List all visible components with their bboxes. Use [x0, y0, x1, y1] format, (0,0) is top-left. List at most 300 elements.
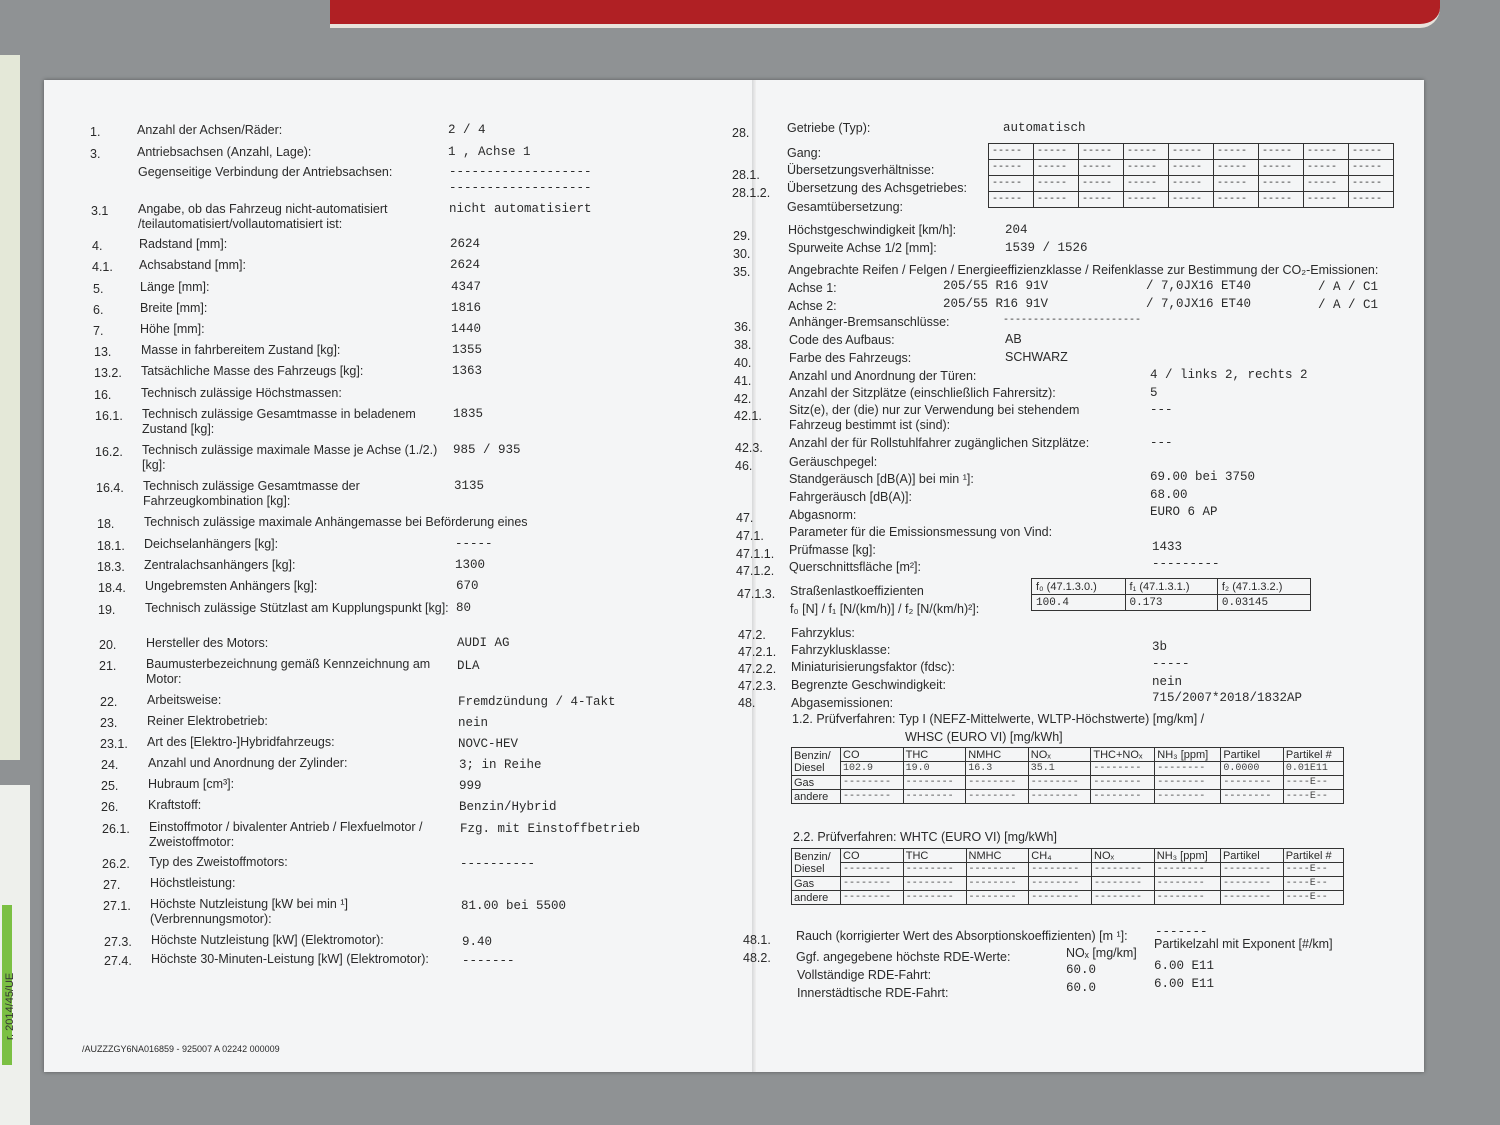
emission-value: ----E--: [1283, 863, 1343, 877]
row-label: Prüfmasse [kg]:: [789, 543, 876, 557]
row-number: 48.1.: [743, 933, 771, 947]
row-number: 6.: [93, 303, 104, 317]
row-label: Höchste 30-Minuten-Leistung [kW] (Elektromotor):: [151, 952, 429, 966]
gear-cell: -----: [1214, 160, 1259, 176]
row-number: 18.: [97, 517, 115, 531]
gear-cell: -----: [1169, 160, 1214, 176]
row-number: 4.1.: [92, 260, 113, 274]
emission-value: --------: [1155, 776, 1221, 790]
gear-cell: -----: [1349, 144, 1394, 160]
row-value: nein: [458, 716, 489, 730]
row-label: f₀ [N] / f₁ [N/(km/h)] / f₂ [N/(km/h)²]:: [790, 602, 980, 616]
emission-header: Partikel #: [1283, 748, 1343, 762]
rde-header: Partikelzahl mit Exponent [#/km]: [1154, 937, 1333, 951]
emission-value: --------: [1092, 863, 1155, 877]
row-value: 3135: [454, 479, 485, 493]
test-procedure-title: 1.2. Prüfverfahren: Typ I (NEFZ-Mittelwerte, WLTP-Höchstwerte) [mg/km] /: [792, 712, 1205, 726]
row-number: 16.4.: [96, 481, 124, 495]
tyre-value: 205/55 R16 91V: [943, 279, 1049, 293]
row-label: Gang:: [787, 146, 822, 160]
gear-cell: -----: [1214, 192, 1259, 208]
gear-cell: -----: [1214, 144, 1259, 160]
row-label: Tatsächliche Masse des Fahrzeugs [kg]:: [141, 364, 364, 378]
rde-value: 6.00 E11: [1154, 959, 1215, 973]
emission-value: --------: [903, 863, 966, 877]
row-value: automatisch: [1003, 121, 1086, 135]
row-value: DLA: [457, 659, 480, 673]
row-number: 24.: [101, 758, 119, 772]
gear-cell: -----: [1259, 176, 1304, 192]
row-value: 4347: [451, 280, 482, 294]
emission-header: NH₃ [ppm]: [1155, 748, 1221, 762]
background-red-folder: [330, 0, 1440, 28]
row-label: Rauch (korrigierter Wert des Absorptionskoeffizienten) [m ¹]:: [796, 929, 1128, 943]
row-number: 47.1.2.: [736, 564, 775, 578]
row-number: 41.: [734, 374, 752, 388]
road-header: f₀ (47.1.3.0.): [1032, 579, 1126, 595]
row-label: Gesamtübersetzung:: [787, 200, 904, 214]
gear-cell: -----: [1304, 176, 1349, 192]
row-number: 38.: [734, 338, 752, 352]
gear-cell: -----: [1259, 160, 1304, 176]
fuel-label: Gas: [792, 877, 841, 891]
row-label: Baumusterbezeichnung gemäß Kennzeichnung am Motor:: [146, 657, 431, 686]
test-procedure-title: 2.2. Prüfverfahren: WHTC (EURO VI) [mg/kWh]: [793, 830, 1057, 844]
row-label: Fahrzyklus:: [791, 626, 855, 640]
row-label: Miniaturisierungsfaktor (fdsc):: [791, 660, 955, 674]
emission-value: --------: [1092, 877, 1155, 891]
row-label: Technisch zulässige Gesamtmasse in beladenem Zustand [kg]:: [142, 407, 416, 436]
row-value: 1300: [455, 558, 486, 572]
row-value: 715/2007*2018/1832AP: [1152, 691, 1303, 705]
row-number: 3.1: [91, 204, 109, 218]
emission-value: --------: [1220, 863, 1283, 877]
row-value: 1440: [451, 322, 482, 336]
tyre-class: / A / C1: [1318, 280, 1379, 294]
emission-value: --------: [903, 790, 966, 804]
row-value: -------------------: [449, 181, 592, 195]
fuel-label: andere: [792, 790, 841, 804]
gear-cell: -----: [1079, 192, 1124, 208]
emission-header: NMHC: [966, 748, 1029, 762]
gear-cell: -----: [1124, 160, 1169, 176]
row-number: 27.: [103, 878, 121, 892]
row-number: 47.1.1.: [736, 547, 775, 561]
row-label: Anzahl und Anordnung der Türen:: [789, 369, 977, 383]
row-label: Anzahl der Sitzplätze (einschließlich Fahrersitz):: [789, 386, 1056, 400]
row-number: 47.1.3.: [737, 587, 776, 601]
row-value: Fzg. mit Einstoffbetrieb: [460, 822, 641, 836]
emission-value: --------: [1154, 863, 1220, 877]
row-value: 1 , Achse 1: [448, 145, 531, 159]
row-label: Übersetzungsverhältnisse:: [787, 163, 935, 177]
row-label: Deichselanhängers [kg]:: [144, 537, 279, 551]
row-label: Höchstgeschwindigkeit [km/h]:: [788, 223, 957, 237]
row-number: 20.: [99, 638, 117, 652]
row-value: 2624: [450, 237, 481, 251]
row-number: 47.: [736, 511, 754, 525]
row-number: 4.: [92, 239, 103, 253]
row-label: Code des Aufbaus:: [789, 333, 895, 347]
emission-value: --------: [966, 877, 1029, 891]
row-label: Achsabstand [mm]:: [139, 258, 246, 272]
row-value: 2 / 4: [448, 123, 486, 137]
gear-cell: -----: [1259, 144, 1304, 160]
fuel-label: Benzin/ Diesel: [792, 849, 841, 877]
gear-cell: -----: [1214, 176, 1259, 192]
row-label: Querschnittsfläche [m²]:: [789, 560, 921, 574]
row-label: Technisch zulässige Höchstmassen:: [141, 386, 342, 400]
row-value: 204: [1005, 223, 1028, 237]
row-number: 13.: [94, 345, 112, 359]
row-value: -----------------------: [1003, 315, 1142, 326]
row-label: Angebrachte Reifen / Felgen / Energieeffizienzklasse / Reifenklasse zur Bestimmung der CO₂-Emissionen:: [788, 263, 1379, 277]
row-label: Typ des Zweistoffmotors:: [149, 855, 288, 869]
row-value: SCHWARZ: [1005, 350, 1068, 364]
row-number: 47.1.: [736, 529, 764, 543]
fuel-label: andere: [792, 891, 841, 905]
emission-header: CH₄: [1029, 849, 1092, 863]
row-value: 2624: [450, 258, 481, 272]
row-number: 42.3.: [735, 441, 763, 455]
gear-cell: -----: [1349, 176, 1394, 192]
row-label: Länge [mm]:: [140, 280, 210, 294]
emission-value: 0.0000: [1221, 762, 1284, 776]
rde-header: NOₓ [mg/km]: [1066, 946, 1137, 960]
emission-value: --------: [1221, 776, 1284, 790]
emission-value: --------: [841, 776, 904, 790]
row-number: 40.: [734, 356, 752, 370]
row-number: 35.: [733, 265, 751, 279]
emission-value: --------: [1091, 790, 1155, 804]
gear-cell: -----: [1034, 160, 1079, 176]
row-label: Anzahl der Achsen/Räder:: [137, 123, 283, 137]
row-value: 1816: [451, 301, 482, 315]
row-label: Arbeitsweise:: [147, 693, 222, 707]
row-number: 26.: [101, 800, 119, 814]
row-value: AB: [1005, 332, 1022, 346]
emission-value: --------: [841, 863, 904, 877]
row-number: 26.1.: [102, 822, 130, 836]
emission-value: 19.0: [903, 762, 966, 776]
gear-cell: -----: [1169, 192, 1214, 208]
emission-value: ----E--: [1283, 790, 1343, 804]
row-value: NOVC-HEV: [458, 737, 519, 751]
row-label: Ungebremsten Anhängers [kg]:: [145, 579, 318, 593]
emission-value: --------: [841, 877, 904, 891]
row-number: 18.1.: [97, 539, 125, 553]
row-label: Zentralachsanhängers [kg]:: [144, 558, 296, 572]
emission-value: 16.3: [966, 762, 1029, 776]
gear-cell: -----: [1169, 176, 1214, 192]
gear-cell: -----: [1079, 144, 1124, 160]
gear-cell: -----: [1349, 160, 1394, 176]
emission-value: 102.9: [841, 762, 904, 776]
row-value: 1355: [452, 343, 483, 357]
gear-cell: -----: [989, 192, 1034, 208]
gear-cell: -----: [1349, 192, 1394, 208]
emission-header: Partikel: [1221, 748, 1284, 762]
row-label: Breite [mm]:: [140, 301, 208, 315]
emission-value: --------: [1092, 891, 1155, 905]
row-value: 1539 / 1526: [1005, 241, 1088, 255]
row-number: 27.1.: [103, 899, 131, 913]
rde-value: 60.0: [1066, 963, 1097, 977]
gear-ratio-table: [988, 143, 1394, 208]
row-number: 42.: [734, 392, 752, 406]
row-label: Straßenlastkoeffizienten: [790, 584, 924, 598]
emission-header: NOₓ: [1092, 849, 1155, 863]
emission-header: NMHC: [966, 849, 1029, 863]
row-label: Höchste Nutzleistung [kW bei min ¹] (Verbrennungsmotor):: [150, 897, 348, 926]
road-load-table: [1031, 578, 1311, 611]
emission-header: CO: [841, 849, 904, 863]
row-label: Spurweite Achse 1/2 [mm]:: [788, 241, 937, 255]
rde-value: 60.0: [1066, 981, 1097, 995]
emission-value: 35.1: [1028, 762, 1091, 776]
row-value: 4 / links 2, rechts 2: [1150, 368, 1308, 382]
row-label: Vollständige RDE-Fahrt:: [797, 968, 932, 982]
row-label: Abgasnorm:: [789, 508, 857, 522]
row-value: 1433: [1152, 540, 1183, 554]
emission-value: --------: [1155, 762, 1221, 776]
row-number: 30.: [733, 247, 751, 261]
row-number: 47.2.3.: [738, 679, 777, 693]
row-label: Achse 2:: [788, 299, 837, 313]
tyre-value: 205/55 R16 91V: [943, 297, 1049, 311]
row-label: Höhe [mm]:: [140, 322, 205, 336]
row-value: 670: [456, 579, 479, 593]
rim-value: / 7,0JX16 ET40: [1146, 279, 1252, 293]
row-label: Getriebe (Typ):: [787, 121, 871, 135]
emission-value: --------: [841, 790, 904, 804]
row-label: Fahrgeräusch [dB(A)]:: [789, 490, 912, 504]
row-number: 3.: [90, 147, 101, 161]
rim-value: / 7,0JX16 ET40: [1146, 297, 1252, 311]
row-number: 18.4.: [98, 581, 126, 595]
row-value: EURO 6 AP: [1150, 505, 1218, 519]
road-value: 100.4: [1032, 595, 1126, 611]
row-value: 3; in Reihe: [459, 758, 542, 772]
emission-header: THC: [903, 849, 966, 863]
row-label: Achse 1:: [788, 281, 837, 295]
row-label: Höchstleistung:: [150, 876, 236, 890]
gear-cell: -----: [1304, 160, 1349, 176]
row-label: Angabe, ob das Fahrzeug nicht-automatisiert /teilautomatisiert/vollautomatisiert ist:: [138, 202, 388, 231]
row-number: 47.2.: [738, 628, 766, 642]
row-value: nicht automatisiert: [449, 202, 592, 216]
row-number: 47.2.1.: [738, 645, 777, 659]
emission-value: --------: [1220, 877, 1283, 891]
row-label: Antriebsachsen (Anzahl, Lage):: [137, 145, 312, 159]
row-number: 23.1.: [100, 737, 128, 751]
row-value: 1835: [453, 407, 484, 421]
footer-code: /AUZZZGY6NA016859 - 925007 A 02242 000009: [82, 1044, 280, 1054]
rde-value: 6.00 E11: [1154, 977, 1215, 991]
background-left-document-lower: [0, 785, 30, 1125]
row-label: Hersteller des Motors:: [146, 636, 269, 650]
row-number: 25.: [101, 779, 119, 793]
emission-value: --------: [1091, 776, 1155, 790]
row-value: -------: [1155, 925, 1208, 939]
emission-value: --------: [966, 790, 1029, 804]
row-label: Ggf. angegebene höchste RDE-Werte:: [796, 950, 1011, 964]
row-label: Parameter für die Emissionsmessung von Vind:: [789, 525, 1053, 539]
row-value: 3b: [1152, 640, 1168, 654]
row-number: 16.: [94, 388, 112, 402]
row-number: 28.: [732, 126, 750, 140]
row-label: Technisch zulässige Stützlast am Kupplungspunkt [kg]:: [145, 601, 449, 615]
emission-value: --------: [1029, 863, 1092, 877]
row-number: 46.: [735, 459, 753, 473]
fuel-label: Benzin/ Diesel: [792, 748, 841, 776]
row-number: 27.3.: [104, 935, 132, 949]
emission-header: Partikel #: [1283, 849, 1343, 863]
emission-header: Partikel: [1220, 849, 1283, 863]
road-header: f₂ (47.1.3.2.): [1217, 579, 1310, 595]
row-label: Fahrzyklusklasse:: [791, 643, 891, 657]
row-label: Höchste Nutzleistung [kW] (Elektromotor):: [151, 933, 384, 947]
emission-header: THC+NOₓ: [1091, 748, 1155, 762]
row-value: ---------: [1152, 557, 1220, 571]
gear-cell: -----: [989, 160, 1034, 176]
row-number: 21.: [99, 659, 117, 673]
emission-value: --------: [1220, 891, 1283, 905]
test-procedure-subtitle: WHSC (EURO VI) [mg/kWh]: [905, 730, 1063, 744]
emission-header: NOₓ: [1028, 748, 1091, 762]
emission-header: THC: [903, 748, 966, 762]
row-number: 22.: [100, 695, 118, 709]
row-number: 29.: [733, 229, 751, 243]
gear-cell: -----: [1169, 144, 1214, 160]
emission-value: 0.01E11: [1283, 762, 1343, 776]
row-label: Anzahl der für Rollstuhlfahrer zugänglichen Sitzplätze:: [789, 436, 1090, 450]
emission-value: --------: [1028, 776, 1091, 790]
row-value: ----------: [460, 857, 536, 871]
gear-cell: -----: [1079, 176, 1124, 192]
row-label: Gegenseitige Verbindung der Antriebsachsen:: [138, 165, 393, 179]
emission-value: --------: [1155, 790, 1221, 804]
row-label: Sitz(e), der (die) nur zur Verwendung bei stehendem Fahrzeug bestimmt ist (sind):: [789, 403, 1080, 432]
row-number: 16.2.: [95, 445, 123, 459]
emission-value: --------: [841, 891, 904, 905]
row-number: 48.: [738, 696, 756, 710]
emission-value: --------: [903, 877, 966, 891]
row-value: ---: [1150, 403, 1173, 417]
emission-value: --------: [903, 776, 966, 790]
row-number: 42.1.: [734, 409, 762, 423]
emission-value: --------: [966, 776, 1029, 790]
row-value: Benzin/Hybrid: [459, 800, 557, 814]
gear-cell: -----: [1034, 176, 1079, 192]
row-label: Technisch zulässige Gesamtmasse der Fahrzeugkombination [kg]:: [143, 479, 360, 508]
gear-cell: -----: [1259, 192, 1304, 208]
road-value: 0.173: [1125, 595, 1217, 611]
row-number: 5.: [93, 282, 104, 296]
row-value: 5: [1150, 386, 1158, 400]
emissions-table-1: [791, 747, 1344, 804]
row-value: ---: [1150, 436, 1173, 450]
row-value: nein: [1152, 675, 1183, 689]
row-label: Technisch zulässige maximale Anhängemasse bei Beförderung eines: [144, 515, 528, 529]
emission-value: --------: [1154, 891, 1220, 905]
row-number: 47.2.2.: [738, 662, 777, 676]
row-value: 68.00: [1150, 488, 1188, 502]
row-label: Begrenzte Geschwindigkeit:: [791, 678, 946, 692]
emission-value: --------: [1029, 891, 1092, 905]
row-label: Masse in fahrbereitem Zustand [kg]:: [141, 343, 341, 357]
gear-cell: -----: [1124, 176, 1169, 192]
emission-value: ----E--: [1283, 877, 1343, 891]
road-header: f₁ (47.1.3.1.): [1125, 579, 1217, 595]
row-number: 13.2.: [94, 366, 122, 380]
tyre-class: / A / C1: [1318, 298, 1379, 312]
row-number: 7.: [93, 324, 104, 338]
row-number: 26.2.: [102, 857, 130, 871]
road-value: 0.03145: [1217, 595, 1310, 611]
emission-header: CO: [841, 748, 904, 762]
row-number: 28.1.2.: [732, 186, 771, 200]
gear-cell: -----: [1304, 144, 1349, 160]
row-number: 28.1.: [732, 168, 760, 182]
row-value: 9.40: [462, 935, 493, 949]
side-text: r. 2014/45/UE: [4, 972, 16, 1040]
row-value: 999: [459, 779, 482, 793]
row-value: 80: [456, 601, 472, 615]
row-label: Abgasemissionen:: [791, 696, 894, 710]
emission-value: ----E--: [1283, 891, 1343, 905]
emission-value: --------: [1091, 762, 1155, 776]
gear-cell: -----: [1034, 192, 1079, 208]
gear-cell: -----: [1079, 160, 1124, 176]
emission-value: ----E--: [1283, 776, 1343, 790]
row-value: 69.00 bei 3750: [1150, 470, 1256, 484]
gear-cell: -----: [1034, 144, 1079, 160]
row-value: -------------------: [449, 165, 592, 179]
row-number: 23.: [100, 716, 118, 730]
row-value: -----: [1152, 657, 1190, 671]
row-value: -----: [455, 537, 493, 551]
background-left-document: [0, 55, 20, 760]
gear-cell: -----: [1124, 192, 1169, 208]
gear-cell: -----: [989, 176, 1034, 192]
row-label: Art des [Elektro-]Hybridfahrzeugs:: [147, 735, 335, 749]
row-label: Anhänger-Bremsanschlüsse:: [789, 315, 950, 329]
row-value: 1363: [452, 364, 483, 378]
row-number: 36.: [734, 320, 752, 334]
row-number: 48.2.: [743, 951, 771, 965]
row-number: 1.: [90, 125, 101, 139]
row-label: Kraftstoff:: [148, 798, 202, 812]
row-label: Reiner Elektrobetrieb:: [147, 714, 268, 728]
row-number: 27.4.: [104, 954, 132, 968]
row-label: Hubraum [cm³]:: [148, 777, 235, 791]
row-label: Technisch zulässige maximale Masse je Achse (1./2.) [kg]:: [142, 443, 438, 472]
row-label: Anzahl und Anordnung der Zylinder:: [148, 756, 348, 770]
row-label: Geräuschpegel:: [789, 455, 878, 469]
row-value: Fremdzündung / 4-Takt: [458, 695, 616, 709]
row-label: Übersetzung des Achsgetriebes:: [787, 181, 967, 195]
emission-value: --------: [1028, 790, 1091, 804]
row-value: -------: [462, 954, 515, 968]
emission-value: --------: [1154, 877, 1220, 891]
row-label: Einstoffmotor / bivalenter Antrieb / Flexfuelmotor / Zweistoffmotor:: [149, 820, 423, 849]
row-label: Farbe des Fahrzeugs:: [789, 351, 912, 365]
row-value: 985 / 935: [453, 443, 521, 457]
emission-value: --------: [1029, 877, 1092, 891]
row-number: 18.3.: [97, 560, 125, 574]
emission-value: --------: [966, 863, 1029, 877]
